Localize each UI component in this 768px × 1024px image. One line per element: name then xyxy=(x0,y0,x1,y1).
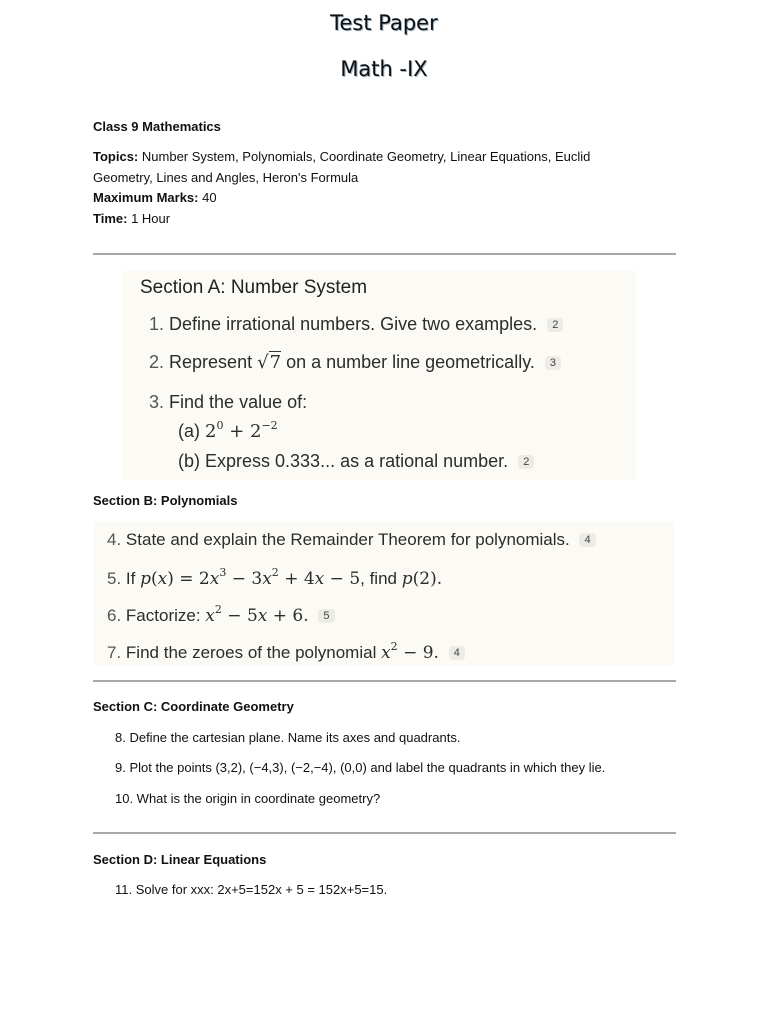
question-5 xyxy=(107,566,442,589)
question-number: 5. xyxy=(107,569,122,588)
question-10: 10. What is the origin in coordinate geometry? xyxy=(115,791,381,806)
section-b-panel xyxy=(93,521,675,665)
question-text: Find the zeroes of the polynomial xyxy=(125,643,377,662)
marks-badge: 2 xyxy=(547,318,563,332)
topics-label: Topics: xyxy=(93,149,139,164)
section-a-panel xyxy=(122,271,636,480)
question-3b xyxy=(178,451,534,472)
section-a-heading: Section A: Number System xyxy=(140,277,368,298)
marks-badge: 3 xyxy=(545,356,561,370)
math-expression: $x^2 - 9$. xyxy=(381,640,439,663)
question-text: Represent xyxy=(169,352,253,372)
question-text: State and explain the Remainder Theorem for polynomials. xyxy=(125,530,570,549)
question-3 xyxy=(149,392,307,413)
question-text-continued: , find xyxy=(360,569,397,588)
topics-value: Number System, Polynomials, Coordinate Geometry, Linear Equations, Euclid Geometry, Lines and Angles, Heron's Formula xyxy=(93,149,591,185)
radicand: 7 xyxy=(269,352,282,373)
question-text-continued: on a number line geometrically. xyxy=(286,352,535,372)
question-text: Find the value of: xyxy=(169,392,308,412)
divider xyxy=(93,680,676,682)
question-text: If xyxy=(125,569,136,588)
question-11: 11. Solve for xxx: 2x+5=152x + 5 = 152x+5=15. xyxy=(115,882,388,897)
marks-label: Maximum Marks: xyxy=(93,190,199,205)
marks-badge: 2 xyxy=(518,455,534,469)
page-title: Test Paper xyxy=(330,11,438,35)
question-1 xyxy=(149,314,563,335)
topics-line xyxy=(93,147,653,188)
question-2 xyxy=(149,352,561,373)
marks-badge: 4 xyxy=(449,646,465,660)
divider xyxy=(93,832,676,834)
page-subtitle: Math -IX xyxy=(340,57,428,81)
math-expression: $2^0 + 2^{-2}$ xyxy=(205,419,278,442)
marks-badge: 5 xyxy=(318,609,334,623)
sqrt-expression: √7 xyxy=(257,352,282,373)
marks-badge: 4 xyxy=(579,533,595,547)
section-b-heading: Section B: Polynomials xyxy=(93,493,238,508)
time-label: Time: xyxy=(93,211,128,226)
question-number: 7. xyxy=(107,643,122,662)
question-number: 6. xyxy=(107,606,122,625)
time-line xyxy=(93,209,653,230)
part-label: (a) xyxy=(178,421,200,441)
question-9: 9. Plot the points (3,2), (−4,3), (−2,−4), (0,0) and label the quadrants in which they lie. xyxy=(115,760,606,775)
class-line xyxy=(93,117,653,138)
math-expression-2: p(2). xyxy=(401,569,443,589)
section-c-heading: Section C: Coordinate Geometry xyxy=(93,699,294,714)
question-8: 8. Define the cartesian plane. Name its axes and quadrants. xyxy=(115,730,461,745)
question-6 xyxy=(107,603,335,626)
math-expression: $x^2 - 5x + 6$. xyxy=(205,603,309,626)
math-expression: $p(x) = 2x^3 - 3x^2 + 4x - 5$ xyxy=(140,566,361,589)
section-d-heading: Section D: Linear Equations xyxy=(93,852,267,867)
question-number: 2. xyxy=(149,352,165,372)
question-4 xyxy=(107,530,596,550)
class-label: Class 9 Mathematics xyxy=(93,119,221,134)
marks-value: 40 xyxy=(202,190,217,205)
divider xyxy=(93,253,676,255)
marks-line xyxy=(93,188,653,209)
question-text: Factorize: xyxy=(125,606,201,625)
question-number: 4. xyxy=(107,530,122,549)
part-text: (b) Express 0.333... as a rational number. xyxy=(178,451,509,471)
time-value: 1 Hour xyxy=(131,211,171,226)
question-text: Define irrational numbers. Give two examples. xyxy=(169,314,538,334)
question-3a xyxy=(178,419,278,442)
question-number: 3. xyxy=(149,392,165,412)
question-7 xyxy=(107,640,465,663)
question-number: 1. xyxy=(149,314,165,334)
